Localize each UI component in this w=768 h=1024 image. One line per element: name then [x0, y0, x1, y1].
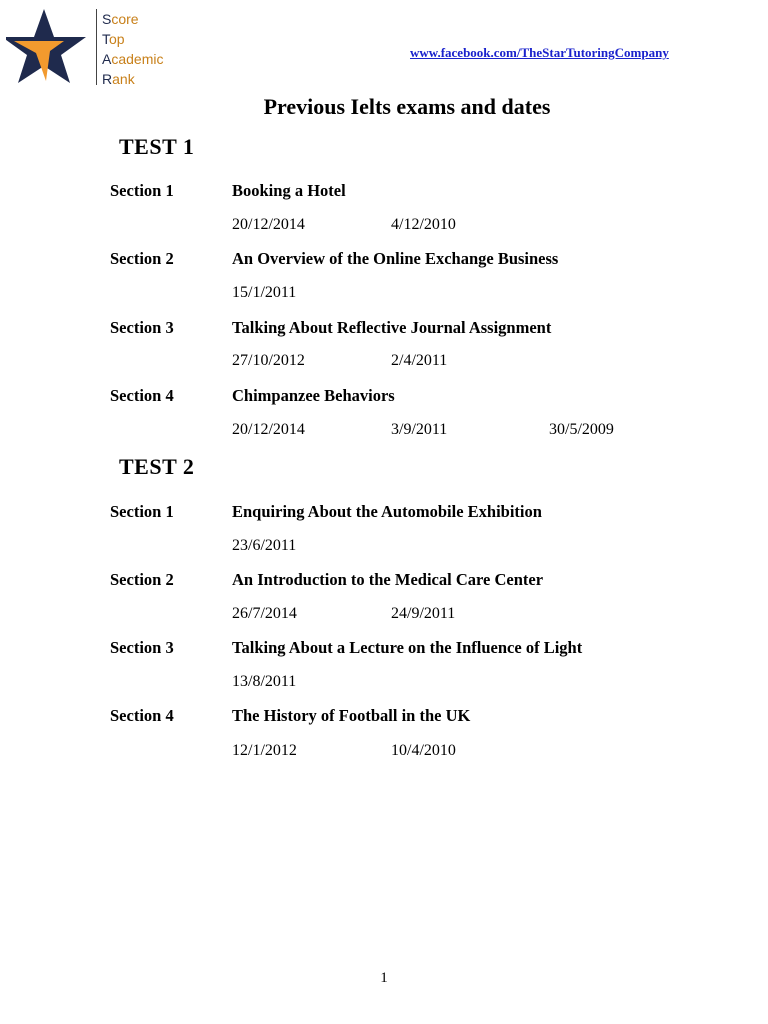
section-label: Section 1 — [110, 502, 174, 521]
exam-date: 26/7/2014 — [232, 605, 297, 622]
test-1-heading: TEST 1 — [119, 134, 195, 159]
logo-word-academic: Academic — [102, 51, 164, 67]
section-title: Talking About a Lecture on the Influence of Light — [232, 638, 583, 657]
exam-date: 30/5/2009 — [549, 421, 614, 438]
section-label: Section 4 — [110, 706, 174, 725]
section-title: The History of Football in the UK — [232, 706, 471, 725]
test-2-section-1-row — [0, 502, 768, 526]
logo-word-score: Score — [102, 11, 139, 27]
logo-word-top: Top — [102, 31, 125, 47]
logo-wordmark — [102, 9, 163, 89]
logo-divider — [96, 9, 97, 85]
section-label: Section 4 — [110, 386, 174, 405]
exam-date: 20/12/2014 — [232, 421, 305, 438]
star-logo-icon — [6, 5, 96, 87]
test-1-section-1-row — [0, 181, 768, 205]
test-1-section-3-dates — [0, 352, 768, 376]
test-1-section-4-row — [0, 386, 768, 410]
section-title: Talking About Reflective Journal Assignment — [232, 318, 552, 337]
exam-date: 3/9/2011 — [391, 421, 448, 438]
exam-date: 27/10/2012 — [232, 352, 305, 369]
facebook-link[interactable]: www.facebook.com/TheStarTutoringCompany — [410, 45, 669, 60]
test-1-section-4-dates — [0, 421, 768, 445]
test-1-section-3-row — [0, 318, 768, 342]
test-2-section-4-dates — [0, 742, 768, 766]
exam-date: 24/9/2011 — [391, 605, 456, 622]
section-label: Section 2 — [110, 570, 174, 589]
section-title: Enquiring About the Automobile Exhibition — [232, 502, 542, 521]
document-title: Previous Ielts exams and dates — [263, 94, 551, 119]
exam-date: 2/4/2011 — [391, 352, 448, 369]
test-1-section-2-dates — [0, 284, 768, 308]
test-2-section-3-dates — [0, 673, 768, 697]
test-2-section-1-dates — [0, 537, 768, 561]
test-2-section-4-row — [0, 706, 768, 730]
exam-date: 20/12/2014 — [232, 216, 305, 233]
section-label: Section 3 — [110, 318, 174, 337]
section-title: An Introduction to the Medical Care Center — [232, 570, 544, 589]
section-title: Booking a Hotel — [232, 181, 346, 200]
page-number: 1 — [380, 970, 388, 986]
section-label: Section 1 — [110, 181, 174, 200]
exam-date: 15/1/2011 — [232, 284, 297, 301]
test-2-heading: TEST 2 — [119, 454, 195, 479]
exam-date: 4/12/2010 — [391, 216, 456, 233]
exam-date: 23/6/2011 — [232, 537, 297, 554]
section-label: Section 2 — [110, 249, 174, 268]
test-2-section-2-row — [0, 570, 768, 594]
exam-date: 10/4/2010 — [391, 742, 456, 759]
exam-date: 12/1/2012 — [232, 742, 297, 759]
test-1-section-1-dates — [0, 216, 768, 240]
section-title: Chimpanzee Behaviors — [232, 386, 395, 405]
test-2-section-2-dates — [0, 605, 768, 629]
exam-date: 13/8/2011 — [232, 673, 297, 690]
company-logo — [6, 5, 176, 87]
test-1-section-2-row — [0, 249, 768, 273]
test-2-section-3-row — [0, 638, 768, 662]
section-label: Section 3 — [110, 638, 174, 657]
section-title: An Overview of the Online Exchange Business — [232, 249, 559, 268]
logo-word-rank: Rank — [102, 71, 135, 87]
